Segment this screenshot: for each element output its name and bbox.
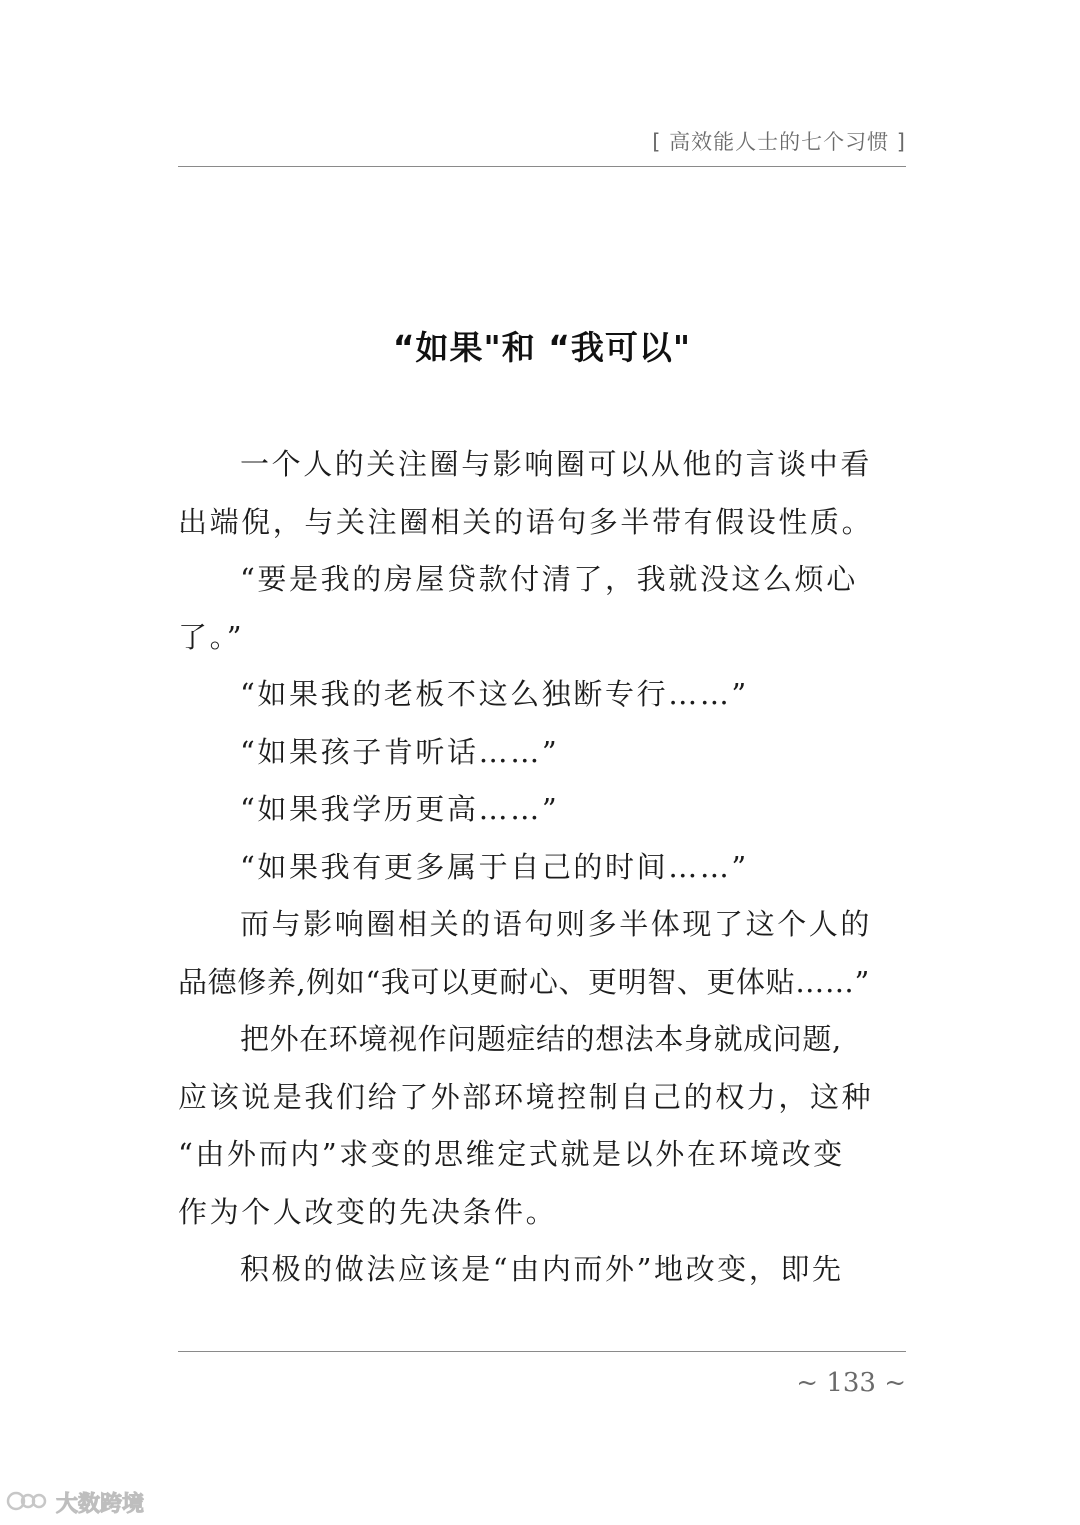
- logo-icon: [6, 1489, 50, 1517]
- footer-rule: [178, 1351, 906, 1352]
- paragraph-line: “如果孩子肯听话……”: [240, 734, 560, 769]
- running-header: [ 高效能人士的七个习惯 ]: [652, 130, 906, 154]
- paragraph-line: 了。”: [178, 619, 245, 654]
- paragraph-line: “如果我学历更高……”: [240, 792, 560, 826]
- paragraph-line: 作为个人改变的先决条件。: [178, 1194, 558, 1229]
- watermark-text: 大数跨境: [56, 1492, 145, 1517]
- paragraph-line: 积极的做法应该是“由内而外”地改变，即先: [240, 1252, 844, 1286]
- header-rule: [178, 166, 906, 167]
- paragraph-line: “由外而内”求变的思维定式就是以外在环境改变: [178, 1137, 845, 1171]
- paragraph-line: “要是我的房屋贷款付清了，我就没这么烦心: [240, 562, 858, 596]
- paragraph-line: 品德修养,例如“我可以更耐心、更明智、更体贴……”: [178, 964, 870, 999]
- paragraph-line: 而与影响圈相关的语句则多半体现了这个人的: [240, 907, 873, 941]
- paragraph-line: 一个人的关注圈与影响圈可以从他的言谈中看: [240, 447, 873, 481]
- body-text: [178, 436, 908, 1299]
- paragraph-line: “如果我的老板不这么独断专行……”: [240, 677, 749, 711]
- paragraph-line: 把外在环境视作问题症结的想法本身就成问题,: [240, 1022, 842, 1056]
- paragraph-line: 应该说是我们给了外部环境控制自己的权力，这种: [178, 1079, 874, 1114]
- page-number: ~ 133 ~: [796, 1368, 906, 1398]
- watermark: [6, 1487, 144, 1518]
- paragraph-line: 出端倪，与关注圈相关的语句多半带有假设性质。: [178, 504, 874, 539]
- chapter-title: “如果"和 “我可以": [392, 328, 692, 367]
- paragraph-line: “如果我有更多属于自己的时间……”: [240, 849, 749, 884]
